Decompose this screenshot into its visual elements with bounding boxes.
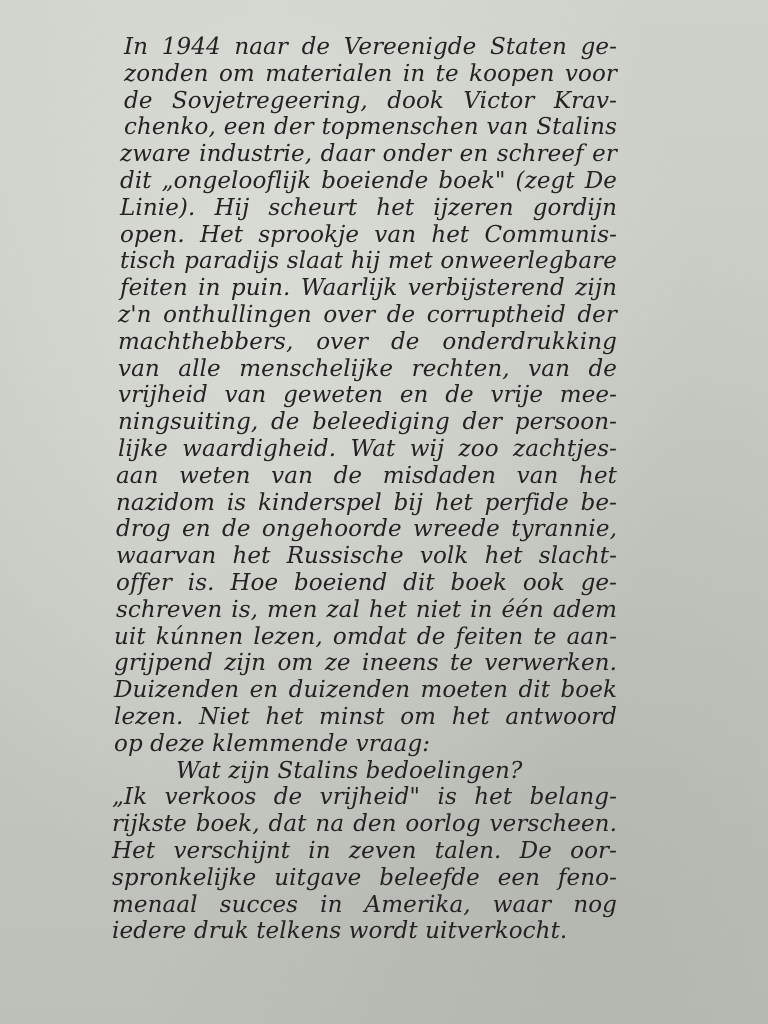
- text-line: machthebbers, over de onderdrukking: [118, 328, 617, 355]
- text-line: spronkelijke uitgave beleefde een feno-: [112, 864, 617, 891]
- text-line: In 1944 naar de Vereenigde Staten ge-: [124, 34, 617, 60]
- text-line: ningsuiting, de beleediging der persoon-: [118, 409, 617, 436]
- text-line: op deze klemmende vraag:: [114, 730, 431, 757]
- text-line: waarvan het Russische volk het slacht-: [116, 543, 617, 570]
- text-line: Duizenden en duizenden moeten dit boek: [114, 677, 617, 704]
- text-line: nazidom is kinderspel bij het perfide be-: [116, 489, 617, 516]
- text-line: drog en de ongehoorde wreede tyrannie,: [116, 516, 617, 543]
- text-line: uit kúnnen lezen, omdat de feiten te aan-: [114, 623, 617, 650]
- text-line: tisch paradijs slaat hij met onweerlegbare: [120, 248, 617, 275]
- body-text: [112, 34, 617, 945]
- text-line: vrijheid van geweten en de vrije mee-: [118, 382, 617, 409]
- text-line: schreven is, men zal het niet in één adem: [116, 596, 617, 623]
- text-line: zonden om materialen in te koopen voor: [124, 60, 617, 87]
- text-line: chenko, een der topmenschen van Stalins: [124, 114, 617, 141]
- text-line: aan weten van de misdaden van het: [116, 462, 617, 489]
- text-line: open. Het sprookje van het Communis-: [120, 221, 617, 248]
- text-line: z'n onthullingen over de corruptheid der: [118, 301, 617, 328]
- text-line: „Ik verkoos de vrijheid" is het belang-: [112, 784, 617, 811]
- text-line: zware industrie, daar onder en schreef er: [120, 141, 617, 168]
- text-line: dit „ongelooflijk boeiende boek" (zegt De: [120, 167, 617, 194]
- text-line: Linie). Hij scheurt het ijzeren gordijn: [120, 194, 617, 221]
- text-line: lijke waardigheid. Wat wij zoo zachtjes-: [118, 435, 617, 462]
- text-line: Het verschijnt in zeven talen. De oor-: [112, 837, 617, 864]
- text-line: menaal succes in Amerika, waar nog: [112, 891, 617, 918]
- text-line: offer is. Hoe boeiend dit boek ook ge-: [116, 569, 617, 596]
- text-line: iedere druk telkens wordt uitverkocht.: [112, 918, 568, 945]
- centered-question: Wat zijn Stalins bedoelingen?: [176, 757, 523, 784]
- text-line: rijkste boek, dat na den oorlog verscheen.: [112, 811, 617, 838]
- text-line: de Sovjetregeering, dook Victor Krav-: [124, 87, 617, 114]
- text-line: feiten in puin. Waarlijk verbijsterend zijn: [120, 275, 617, 302]
- text-line: van alle menschelijke rechten, van de: [118, 355, 617, 382]
- text-line: lezen. Niet het minst om het antwoord: [114, 703, 617, 730]
- text-line: grijpend zijn om ze ineens te verwerken.: [114, 650, 617, 677]
